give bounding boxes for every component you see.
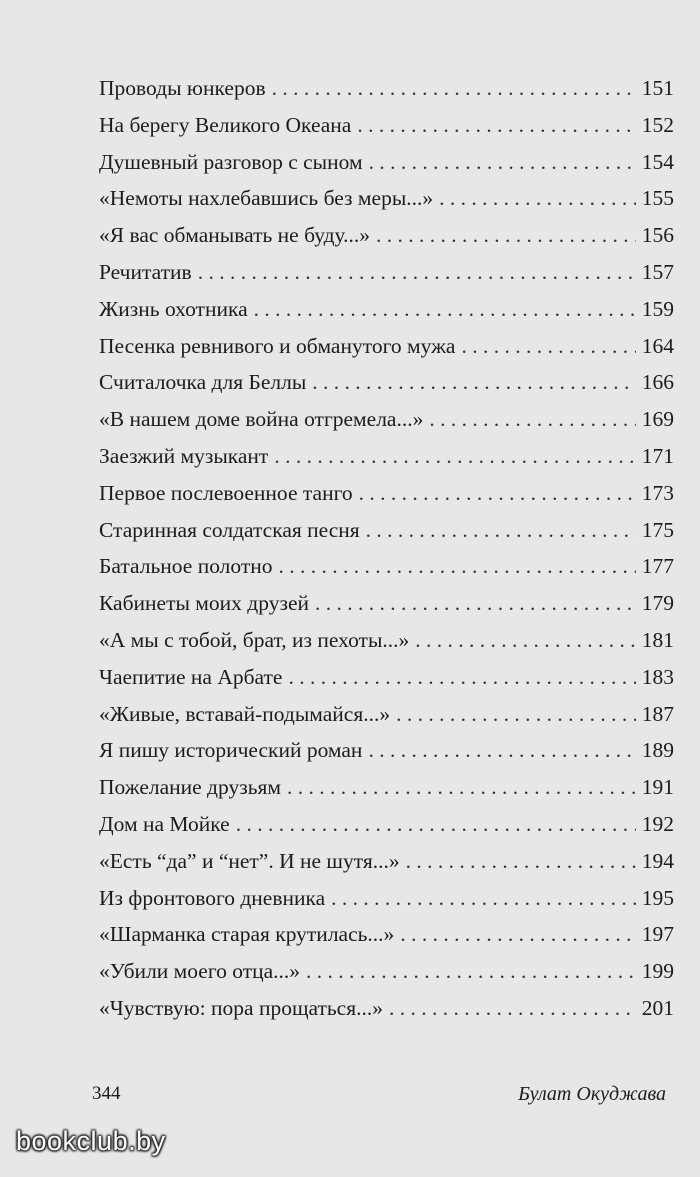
toc-entry-title: Дом на Мойке — [99, 811, 230, 836]
running-author: Булат Окуджава — [518, 1083, 666, 1105]
toc-dot-leader — [400, 916, 636, 953]
toc-entry — [99, 512, 674, 549]
toc-entry-title: «В нашем доме война отгремела...» — [99, 407, 424, 432]
toc-dot-leader — [461, 328, 636, 365]
table-of-contents — [99, 70, 674, 1027]
toc-dot-leader — [366, 512, 636, 549]
toc-entry-page: 169 — [641, 407, 674, 432]
toc-dot-leader — [368, 732, 636, 769]
toc-entry-title: Первое послевоенное танго — [99, 480, 353, 505]
toc-entry — [99, 364, 674, 401]
toc-entry — [99, 144, 674, 181]
toc-entry-page: 177 — [641, 554, 674, 579]
toc-entry — [99, 475, 674, 512]
toc-entry-page: 157 — [641, 259, 674, 284]
toc-entry-title: «Убили моего отца...» — [99, 959, 301, 984]
toc-dot-leader — [439, 180, 636, 217]
toc-entry-page: 191 — [641, 775, 674, 800]
toc-entry-page: 201 — [641, 995, 674, 1020]
toc-entry-page: 166 — [641, 370, 674, 395]
toc-dot-leader — [331, 880, 636, 917]
toc-entry-page: 192 — [641, 811, 674, 836]
toc-entry-title: «Есть “да” и “нет”. И не шутя...» — [99, 848, 400, 873]
toc-dot-leader — [406, 843, 636, 880]
toc-entry — [99, 180, 674, 217]
toc-entry-page: 199 — [641, 959, 674, 984]
watermark: bookclub.by — [16, 1126, 166, 1156]
toc-entry-page: 195 — [641, 885, 674, 910]
toc-entry-page: 194 — [641, 848, 674, 873]
toc-entry — [99, 438, 674, 475]
toc-dot-leader — [312, 364, 636, 401]
toc-entry-page: 171 — [641, 443, 674, 468]
toc-dot-leader — [429, 401, 636, 438]
toc-entry-page: 152 — [641, 112, 674, 137]
toc-entry-title: Речитатив — [99, 259, 192, 284]
toc-dot-leader — [236, 806, 636, 843]
toc-entry — [99, 548, 674, 585]
toc-entry — [99, 696, 674, 733]
toc-entry — [99, 880, 674, 917]
toc-entry — [99, 916, 674, 953]
toc-entry-title: «А мы с тобой, брат, из пехоты...» — [99, 627, 410, 652]
toc-entry — [99, 70, 674, 107]
toc-dot-leader — [287, 769, 636, 806]
toc-entry-page: 159 — [641, 296, 674, 321]
toc-entry-title: Старинная солдатская песня — [99, 517, 360, 542]
toc-dot-leader — [279, 548, 636, 585]
toc-entry-title: Я пишу исторический роман — [99, 738, 363, 763]
toc-entry-page: 155 — [641, 186, 674, 211]
toc-entry-title: «Чувствую: пора прощаться...» — [99, 995, 383, 1020]
toc-dot-leader — [274, 438, 636, 475]
toc-entry-title: Из фронтового дневника — [99, 885, 326, 910]
toc-entry — [99, 217, 674, 254]
toc-entry — [99, 769, 674, 806]
toc-entry-title: Душевный разговор с сыном — [99, 149, 363, 174]
toc-entry — [99, 953, 674, 990]
toc-dot-leader — [415, 622, 636, 659]
toc-entry-page: 179 — [641, 591, 674, 616]
toc-entry-title: Батальное полотно — [99, 554, 273, 579]
toc-entry-page: 156 — [641, 223, 674, 248]
toc-entry-page: 173 — [641, 480, 674, 505]
toc-entry-title: Кабинеты моих друзей — [99, 591, 309, 616]
toc-entry-title: Проводы юнкеров — [99, 76, 266, 100]
toc-entry — [99, 107, 674, 144]
toc-entry-title: Считалочка для Беллы — [99, 370, 307, 395]
toc-entry-page: 197 — [641, 922, 674, 947]
toc-dot-leader — [306, 953, 636, 990]
toc-entry-title: На берегу Великого Океана — [99, 112, 352, 137]
toc-entry-page: 187 — [641, 701, 674, 726]
toc-dot-leader — [396, 696, 636, 733]
toc-entry-page: 154 — [641, 149, 674, 174]
toc-dot-leader — [198, 254, 636, 291]
toc-entry-title: «Я вас обманывать не буду...» — [99, 223, 371, 248]
toc-entry — [99, 585, 674, 622]
toc-dot-leader — [369, 144, 636, 181]
page-number: 344 — [92, 1083, 121, 1104]
toc-dot-leader — [389, 990, 636, 1027]
toc-entry-page: 181 — [641, 627, 674, 652]
toc-entry — [99, 806, 674, 843]
toc-entry-title: «Немоты нахлебавшись без меры...» — [99, 186, 434, 211]
toc-entry — [99, 732, 674, 769]
toc-dot-leader — [357, 107, 636, 144]
toc-entry — [99, 843, 674, 880]
toc-entry — [99, 659, 674, 696]
toc-entry-title: «Шарманка старая крутилась...» — [99, 922, 395, 947]
toc-entry-page: 189 — [641, 738, 674, 763]
toc-entry-page: 151 — [641, 76, 674, 100]
toc-dot-leader — [254, 291, 636, 328]
toc-entry — [99, 291, 674, 328]
toc-entry-page: 164 — [641, 333, 674, 358]
toc-entry-page: 183 — [641, 664, 674, 689]
toc-entry — [99, 254, 674, 291]
toc-dot-leader — [376, 217, 636, 254]
toc-entry — [99, 622, 674, 659]
toc-entry — [99, 990, 674, 1027]
toc-dot-leader — [359, 475, 636, 512]
toc-dot-leader — [315, 585, 636, 622]
toc-entry — [99, 401, 674, 438]
toc-entry-title: «Живые, вставай-подымайся...» — [99, 701, 391, 726]
toc-dot-leader — [272, 70, 636, 107]
toc-dot-leader — [288, 659, 636, 696]
toc-entry-title: Чаепитие на Арбате — [99, 664, 283, 689]
toc-entry — [99, 328, 674, 365]
toc-entry-title: Пожелание друзьям — [99, 775, 282, 800]
toc-entry-title: Заезжий музыкант — [99, 443, 269, 468]
toc-entry-title: Песенка ревнивого и обманутого мужа — [99, 333, 456, 358]
toc-entry-title: Жизнь охотника — [99, 296, 248, 321]
toc-entry-page: 175 — [641, 517, 674, 542]
